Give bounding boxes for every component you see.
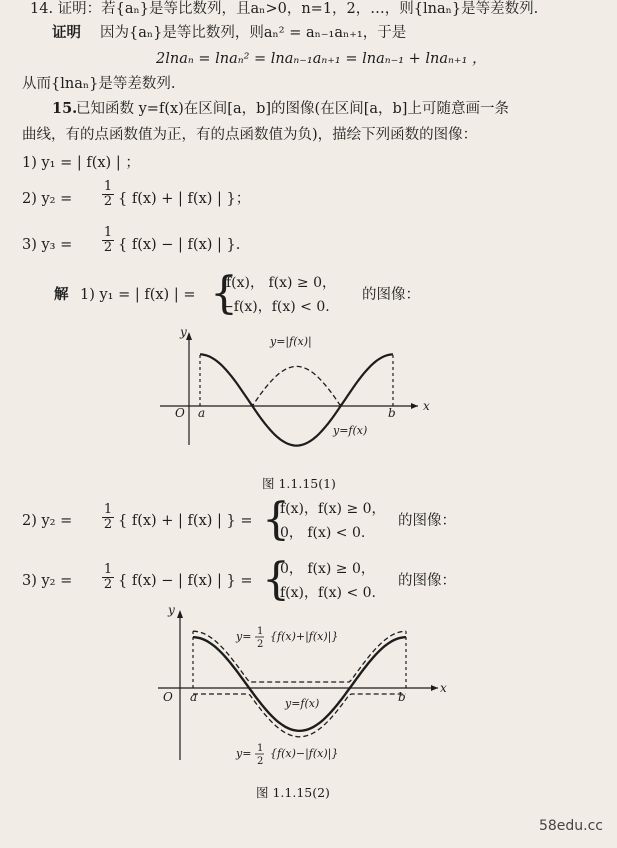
problem15-number: 15. <box>52 100 78 117</box>
problem15-item3-suffix: { f(x) − | f(x) | }. <box>118 237 241 253</box>
fraction-denominator: 2 <box>103 517 113 532</box>
proof-conclusion: 从而{lnaₙ}是等差数列. <box>22 76 176 92</box>
label-bottom-half-den: 2 <box>257 756 264 767</box>
solution-part3-case2: f(x)，f(x) < 0. <box>280 585 376 601</box>
problem15-item3-prefix: 3) y₃ = <box>22 237 73 253</box>
problem14-statement: 14. 证明：若{aₙ}是等比数列，且aₙ>0，n=1，2，…，则{lnaₙ}是等差数列. <box>30 1 539 17</box>
label-bottom-suffix: {f(x)−|f(x)|} <box>270 747 339 760</box>
label-origin: O <box>163 690 173 704</box>
solution-part2-case2: 0， f(x) < 0. <box>280 525 366 541</box>
label-bottom-prefix: y= <box>236 747 252 760</box>
label-a: a <box>190 690 198 704</box>
label-a: a <box>198 406 206 420</box>
solution-part2-tail: 的图像： <box>398 513 456 529</box>
x-axis-arrow-icon <box>431 685 438 691</box>
label-y: y <box>180 325 187 339</box>
label-top-prefix: y= <box>236 630 252 643</box>
label-x: x <box>440 681 447 695</box>
problem15-item2-prefix: 2) y₂ = <box>22 191 73 207</box>
label-origin: O <box>175 406 185 420</box>
solution-part2-prefix: 2) y₂ = <box>22 513 73 529</box>
problem15-item1: 1) y₁ = | f(x) | ； <box>22 155 140 171</box>
solution-part3-prefix: 3) y₂ = <box>22 573 73 589</box>
fraction-denominator: 2 <box>103 240 113 255</box>
fraction-denominator: 2 <box>103 194 113 209</box>
solution-part1-case1: f(x)， f(x) ≥ 0， <box>226 275 336 291</box>
solution-part2-case1: f(x)，f(x) ≥ 0， <box>280 501 386 517</box>
solution-part3-mid: { f(x) − | f(x) | } = <box>118 573 253 589</box>
label-top-suffix: {f(x)+|f(x)|} <box>270 630 339 643</box>
label-b: b <box>388 406 396 420</box>
label-f: y=f(x) <box>333 424 368 437</box>
label-abs-f: y=|f(x)| <box>270 335 312 348</box>
solution-part1-tail: 的图像： <box>362 287 420 303</box>
label-f: y=f(x) <box>285 697 320 710</box>
solution-part3-tail: 的图像： <box>398 573 456 589</box>
label-x: x <box>423 399 430 413</box>
proof-equation: 2lnaₙ = lnaₙ² = lnaₙ₋₁aₙ₊₁ = lnaₙ₋₁ + lnaₙ₊₁ ， <box>156 51 487 67</box>
fraction-numerator: 1 <box>103 562 113 577</box>
proof-label: 证明 <box>52 24 81 41</box>
figure2-caption: 图 1.1.15(2) <box>256 785 330 800</box>
label-b: b <box>398 690 406 704</box>
brace-part1: { <box>210 268 238 319</box>
y-axis-arrow-icon <box>177 610 183 618</box>
solution-label: 解 <box>54 286 69 303</box>
proof-text: 因为{aₙ}是等比数列，则aₙ² = aₙ₋₁aₙ₊₁，于是 <box>100 25 407 41</box>
fraction-numerator: 1 <box>103 225 113 240</box>
problem15-statement-line1: 已知函数 y=f(x)在区间[a，b]的图像(在区间[a，b]上可随意画一条 <box>76 101 509 117</box>
figure1-caption: 图 1.1.15(1) <box>262 476 336 491</box>
label-bottom-half-num: 1 <box>257 743 264 754</box>
problem15-statement-line2: 曲线，有的点函数值为正，有的点函数值为负)，描绘下列函数的图像： <box>22 127 478 143</box>
label-top-half-num: 1 <box>257 626 264 637</box>
brace-part2: { <box>262 494 290 545</box>
solution-part3-case1: 0， f(x) ≥ 0， <box>280 561 375 577</box>
label-top-half-den: 2 <box>257 639 264 650</box>
label-y: y <box>168 603 175 617</box>
fraction-denominator: 2 <box>103 577 113 592</box>
fraction-numerator: 1 <box>103 179 113 194</box>
solution-part1-case2: −f(x)，f(x) < 0. <box>222 299 330 315</box>
watermark: 58edu.cc <box>538 818 603 834</box>
problem15-item2-suffix: { f(x) + | f(x) | }； <box>118 191 251 207</box>
solution-part2-mid: { f(x) + | f(x) | } = <box>118 513 253 529</box>
solution-part1-lhs: 1) y₁ = | f(x) | = <box>80 287 196 303</box>
fraction-numerator: 1 <box>103 502 113 517</box>
brace-part3: { <box>262 554 290 605</box>
